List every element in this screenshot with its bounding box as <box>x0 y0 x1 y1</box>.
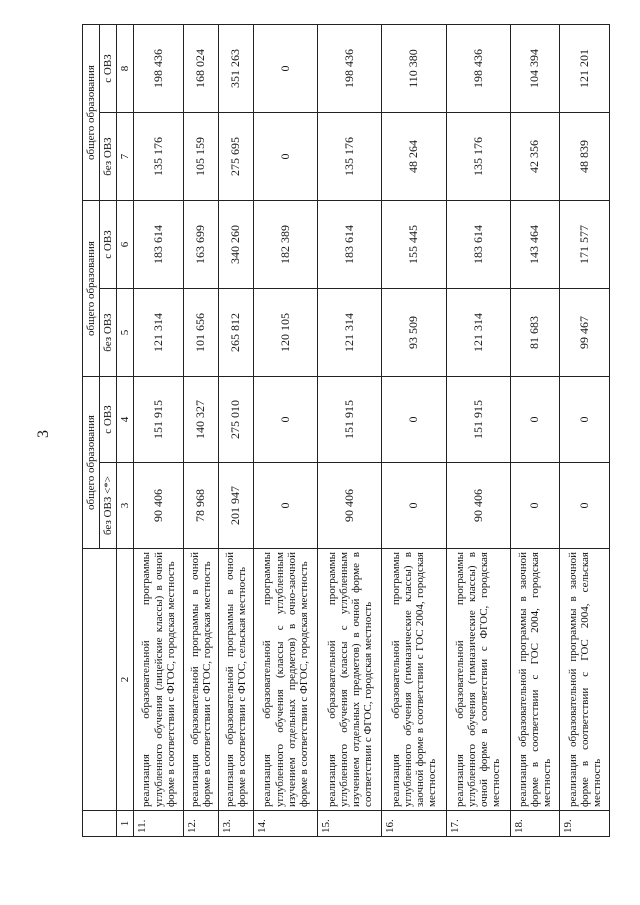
table-row <box>183 25 218 837</box>
value-cell: 121 314 <box>446 289 510 377</box>
row-description: реализация образовательной программы углубленного обучения (классы с углубленным изучением отдельных предметов) в очной форме в соответствии с ФГОС, городская местность <box>318 549 382 811</box>
value-cell: 171 577 <box>560 201 610 289</box>
value-cell: 78 968 <box>183 463 218 549</box>
value-cell: 0 <box>254 113 318 201</box>
value-cell: 351 263 <box>218 25 253 113</box>
table-row <box>318 25 382 837</box>
page-number: 3 <box>35 430 52 438</box>
value-cell: 101 656 <box>183 289 218 377</box>
column-number: 4 <box>117 377 134 463</box>
sub-header-without-ovz: без ОВЗ <box>100 113 117 201</box>
value-cell: 135 176 <box>134 113 184 201</box>
value-cell: 0 <box>254 377 318 463</box>
row-description: реализация образовательной программы углубленного обучения (гимназические классы) в очной форме в соответствии с ФГОС, городская местность <box>446 549 510 811</box>
table-row <box>134 25 184 837</box>
sub-header-without-ovz: без ОВЗ <*> <box>100 463 117 549</box>
value-cell: 0 <box>254 25 318 113</box>
row-number: 19. <box>560 811 610 837</box>
table-row <box>446 25 510 837</box>
value-cell: 140 327 <box>183 377 218 463</box>
value-cell: 198 436 <box>446 25 510 113</box>
row-description: реализация образовательной программы углубленного обучения (лицейские классы) в очной форме в соответствии с ФГОС, городская местность <box>134 549 184 811</box>
value-cell: 340 260 <box>218 201 253 289</box>
value-cell: 198 436 <box>134 25 184 113</box>
row-number: 13. <box>218 811 253 837</box>
table-row <box>382 25 446 837</box>
row-description: реализация образовательной программы в заочной форме в соответствии с ГОС 2004, городская местность <box>510 549 560 811</box>
cost-table <box>82 24 610 837</box>
sub-header-with-ovz: с ОВЗ <box>100 25 117 113</box>
row-number: 14. <box>254 811 318 837</box>
value-cell: 265 812 <box>218 289 253 377</box>
table-row <box>560 25 610 837</box>
value-cell: 198 436 <box>318 25 382 113</box>
column-number: 6 <box>117 201 134 289</box>
value-cell: 0 <box>510 377 560 463</box>
value-cell: 121 201 <box>560 25 610 113</box>
column-number: 7 <box>117 113 134 201</box>
value-cell: 151 915 <box>446 377 510 463</box>
row-description: реализация образовательной программы в очной форме в соответствии с ФГОС, городская местность <box>183 549 218 811</box>
row-description: реализация образовательной программы в очной форме в соответствии с ФГОС, сельская местность <box>218 549 253 811</box>
header-blank-n <box>83 811 117 837</box>
value-cell: 275 695 <box>218 113 253 201</box>
row-description: реализация образовательной программы углубленного обучения (гимназические классы) в заочной форме в соответствии с ГОС 2004, городская местность <box>382 549 446 811</box>
sub-header-with-ovz: с ОВЗ <box>100 201 117 289</box>
value-cell: 163 699 <box>183 201 218 289</box>
value-cell: 183 614 <box>318 201 382 289</box>
value-cell: 155 445 <box>382 201 446 289</box>
value-cell: 105 159 <box>183 113 218 201</box>
value-cell: 104 394 <box>510 25 560 113</box>
row-number: 15. <box>318 811 382 837</box>
row-number: 12. <box>183 811 218 837</box>
value-cell: 120 105 <box>254 289 318 377</box>
value-cell: 0 <box>510 463 560 549</box>
rotated-table-container <box>82 25 610 837</box>
sub-header-with-ovz: с ОВЗ <box>100 377 117 463</box>
value-cell: 121 314 <box>134 289 184 377</box>
value-cell: 168 024 <box>183 25 218 113</box>
value-cell: 275 010 <box>218 377 253 463</box>
column-number: 2 <box>117 549 134 811</box>
table-row <box>254 25 318 837</box>
group-header-1: общего образования <box>83 377 100 549</box>
table-row <box>218 25 253 837</box>
value-cell: 90 406 <box>318 463 382 549</box>
value-cell: 0 <box>382 377 446 463</box>
row-description: реализация образовательной программы углубленного обучения (классы с углубленным изучением отдельных предметов) в очно-заочной форме в соответствии с ФГОС, городская местность <box>254 549 318 811</box>
value-cell: 110 380 <box>382 25 446 113</box>
value-cell: 121 314 <box>318 289 382 377</box>
column-number: 5 <box>117 289 134 377</box>
value-cell: 81 683 <box>510 289 560 377</box>
row-number: 11. <box>134 811 184 837</box>
row-number: 18. <box>510 811 560 837</box>
value-cell: 42 356 <box>510 113 560 201</box>
value-cell: 135 176 <box>318 113 382 201</box>
value-cell: 201 947 <box>218 463 253 549</box>
group-header-2: общего образования <box>83 201 100 377</box>
value-cell: 183 614 <box>134 201 184 289</box>
group-header-3: общего образования <box>83 25 100 201</box>
row-number: 16. <box>382 811 446 837</box>
value-cell: 48 264 <box>382 113 446 201</box>
column-number: 8 <box>117 25 134 113</box>
row-description: реализация образовательной программы в заочной форме в соответствии с ГОС 2004, сельская местность <box>560 549 610 811</box>
sub-header-without-ovz: без ОВЗ <box>100 289 117 377</box>
value-cell: 182 389 <box>254 201 318 289</box>
value-cell: 93 509 <box>382 289 446 377</box>
value-cell: 183 614 <box>446 201 510 289</box>
value-cell: 90 406 <box>446 463 510 549</box>
value-cell: 135 176 <box>446 113 510 201</box>
value-cell: 48 839 <box>560 113 610 201</box>
value-cell: 151 915 <box>318 377 382 463</box>
value-cell: 151 915 <box>134 377 184 463</box>
column-number: 3 <box>117 463 134 549</box>
value-cell: 143 464 <box>510 201 560 289</box>
row-number: 17. <box>446 811 510 837</box>
value-cell: 0 <box>560 463 610 549</box>
value-cell: 99 467 <box>560 289 610 377</box>
value-cell: 0 <box>560 377 610 463</box>
header-blank-desc <box>83 549 117 811</box>
table-row <box>510 25 560 837</box>
column-number: 1 <box>117 811 134 837</box>
value-cell: 0 <box>382 463 446 549</box>
value-cell: 0 <box>254 463 318 549</box>
value-cell: 90 406 <box>134 463 184 549</box>
